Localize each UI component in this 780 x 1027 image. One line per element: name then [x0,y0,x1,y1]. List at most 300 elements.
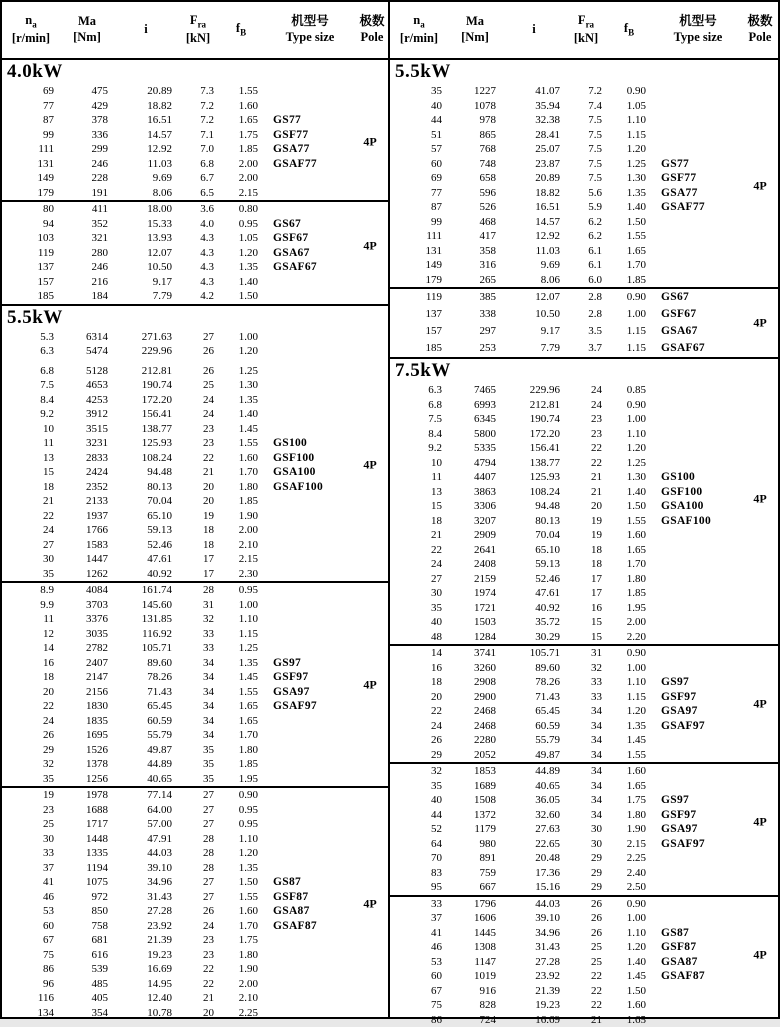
type-size-cell: GS100 [652,470,744,485]
i-cell: 11.03 [114,157,178,172]
na-cell: 10 [2,422,60,437]
fb-cell: 1.55 [606,514,652,529]
ma-cell: 2424 [60,465,114,480]
type-size-cell: GS97 [652,793,744,808]
type-size-cell [264,583,356,598]
type-size-cell: GSF67 [264,231,356,246]
fra-cell: 34 [178,670,218,685]
type-size-cell: GSF97 [652,808,744,823]
i-cell: 34.96 [502,926,566,941]
ma-cell: 246 [60,157,114,172]
table-block [2,330,388,359]
i-cell: 8.06 [502,273,566,288]
i-cell: 57.00 [114,817,178,832]
na-cell: 57 [390,142,448,157]
na-cell: 86 [2,962,60,977]
na-cell: 41 [2,875,60,890]
type-size-cell [652,601,744,616]
i-cell: 131.85 [114,612,178,627]
fra-cell: 27 [178,330,218,345]
fra-cell: 23 [178,933,218,948]
i-cell: 108.24 [502,485,566,500]
fb-cell: 0.90 [218,788,264,803]
i-cell: 22.65 [502,837,566,852]
ma-cell: 3231 [60,436,114,451]
fb-cell: 1.90 [218,509,264,524]
ma-cell: 321 [60,231,114,246]
fb-cell: 2.00 [218,523,264,538]
i-cell: 19.23 [502,998,566,1013]
na-cell: 6.8 [390,398,448,413]
ma-cell: 338 [448,306,502,323]
i-cell: 15.16 [502,880,566,895]
na-cell: 53 [2,904,60,919]
section-title: 4.0kW [2,60,388,84]
ma-cell: 6993 [448,398,502,413]
table-row [390,955,778,970]
type-size-cell [652,244,744,259]
type-size-cell: GSAF77 [264,157,356,172]
fb-cell: 1.55 [218,84,264,99]
type-size-cell [652,733,744,748]
ma-cell: 2900 [448,690,502,705]
fra-cell: 34 [566,719,606,734]
fb-cell: 1.70 [606,557,652,572]
i-cell: 105.71 [502,646,566,661]
type-size-cell [264,846,356,861]
fb-cell: 1.30 [606,171,652,186]
na-cell: 116 [2,991,60,1006]
table-row [390,1013,778,1027]
type-size-cell [652,748,744,763]
type-size-cell: GSAF97 [652,837,744,852]
type-size-cell [652,880,744,895]
table-block [2,84,388,200]
type-size-cell [264,509,356,524]
fb-cell: 2.00 [218,171,264,186]
type-size-cell: GSAF100 [264,480,356,495]
fb-cell: 2.10 [218,538,264,553]
type-size-cell [652,215,744,230]
ma-cell: 1372 [448,808,502,823]
pole-value: 4P [352,677,388,692]
i-cell: 27.28 [502,955,566,970]
fra-cell: 27 [178,875,218,890]
table-block [2,581,388,786]
type-size-cell [264,330,356,345]
ma-cell: 1445 [448,926,502,941]
fb-cell: 1.30 [606,470,652,485]
na-cell: 53 [390,955,448,970]
i-cell: 16.51 [502,200,566,215]
fra-cell: 24 [566,383,606,398]
na-cell: 37 [390,911,448,926]
i-cell: 55.79 [502,733,566,748]
header-cell-i: i [502,22,566,38]
fb-cell: 1.80 [218,743,264,758]
type-size-cell [652,615,744,630]
i-cell: 32.38 [502,113,566,128]
fb-cell: 1.70 [218,728,264,743]
na-cell: 12 [2,627,60,642]
ma-cell: 1583 [60,538,114,553]
i-cell: 18.00 [114,202,178,217]
type-size-cell: GSA87 [652,955,744,970]
type-size-cell: GSA77 [652,186,744,201]
na-cell: 185 [390,340,448,357]
na-cell: 35 [390,779,448,794]
na-cell: 29 [2,743,60,758]
fb-cell: 1.00 [606,911,652,926]
table-block [2,200,388,304]
fb-cell: 1.00 [218,598,264,613]
fra-cell: 34 [566,748,606,763]
fra-cell: 7.2 [178,113,218,128]
na-cell: 33 [390,897,448,912]
ma-cell: 1937 [60,509,114,524]
na-cell: 69 [390,171,448,186]
i-cell: 23.92 [114,919,178,934]
i-cell: 11.03 [502,244,566,259]
i-cell: 44.03 [114,846,178,861]
na-cell: 51 [390,128,448,143]
fb-cell: 1.35 [218,656,264,671]
fb-cell: 1.15 [606,690,652,705]
fra-cell: 4.0 [178,217,218,232]
type-size-cell: GSF97 [264,670,356,685]
i-cell: 271.63 [114,330,178,345]
i-cell: 116.92 [114,627,178,642]
ma-cell: 4253 [60,393,114,408]
fb-cell: 1.25 [218,641,264,656]
i-cell: 20.89 [114,84,178,99]
i-cell: 65.10 [114,509,178,524]
i-cell: 12.92 [502,229,566,244]
i-cell: 59.13 [502,557,566,572]
type-size-cell [652,851,744,866]
fb-cell: 0.90 [606,84,652,99]
fra-cell: 28 [178,832,218,847]
fb-cell: 1.80 [606,572,652,587]
fra-cell: 20 [178,480,218,495]
fra-cell: 7.5 [566,171,606,186]
type-size-cell: GSF77 [264,128,356,143]
i-cell: 52.46 [114,538,178,553]
table-row [390,926,778,941]
header-cell-fra: $F_{ra}$ [kN] [566,13,606,46]
type-size-cell: GSAF87 [652,969,744,984]
na-cell: 18 [2,480,60,495]
na-cell: 83 [390,866,448,881]
type-size-cell: GSA97 [264,685,356,700]
ma-cell: 336 [60,128,114,143]
section-title: 5.5kW [390,60,778,84]
fb-cell: 1.15 [606,340,652,357]
fb-cell: 1.35 [218,260,264,275]
table-row [2,202,388,217]
na-cell: 23 [2,803,60,818]
fb-cell: 1.10 [218,612,264,627]
table-block [2,364,388,582]
table-row [390,84,778,99]
i-cell: 44.89 [114,757,178,772]
ma-cell: 681 [60,933,114,948]
fb-cell: 1.20 [218,846,264,861]
type-size-cell [264,494,356,509]
ma-cell: 429 [60,99,114,114]
i-cell: 31.43 [502,940,566,955]
fb-cell: 1.95 [218,772,264,787]
type-size-cell [652,543,744,558]
table-row [390,229,778,244]
fra-cell: 27 [178,788,218,803]
table-row [2,583,388,598]
fb-cell: 1.20 [218,344,264,359]
type-size-cell: GSA87 [264,904,356,919]
na-cell: 11 [2,436,60,451]
header-cell-fb: $f_B$ [606,21,652,39]
ma-cell: 1256 [60,772,114,787]
na-cell: 119 [390,289,448,306]
fb-cell: 2.25 [218,1006,264,1021]
fb-cell: 1.20 [606,142,652,157]
ma-cell: 6314 [60,330,114,345]
fb-cell: 1.65 [606,1013,652,1027]
fb-cell: 1.45 [606,969,652,984]
fra-cell: 22 [566,969,606,984]
fra-cell: 21 [566,470,606,485]
fb-cell: 2.00 [218,157,264,172]
fb-cell: 1.30 [218,378,264,393]
fb-cell: 1.10 [606,427,652,442]
fra-cell: 17 [178,552,218,567]
i-cell: 44.89 [502,764,566,779]
na-cell: 99 [390,215,448,230]
fra-cell: 28 [178,846,218,861]
table-row [2,728,388,743]
table-row [390,485,778,500]
i-cell: 35.94 [502,99,566,114]
table-row [390,171,778,186]
type-size-cell [264,612,356,627]
header-cell-na: $n_a$ [r/min] [390,13,448,46]
ma-cell: 1766 [60,523,114,538]
na-cell: 40 [390,615,448,630]
i-cell: 32.60 [502,808,566,823]
table-row [2,598,388,613]
na-cell: 131 [390,244,448,259]
fb-cell: 1.40 [606,200,652,215]
fb-cell: 1.70 [218,465,264,480]
fb-cell: 2.15 [606,837,652,852]
fb-cell: 1.50 [606,984,652,999]
fb-cell: 2.15 [218,552,264,567]
fra-cell: 20 [566,499,606,514]
type-size-cell [652,984,744,999]
na-cell: 26 [390,733,448,748]
power-section [390,357,778,1027]
ma-cell: 1503 [448,615,502,630]
table-row [2,670,388,685]
fb-cell: 1.70 [606,258,652,273]
fb-cell: 1.90 [606,822,652,837]
table-row [2,685,388,700]
ma-cell: 1227 [448,84,502,99]
ma-cell: 1830 [60,699,114,714]
fb-cell: 1.60 [606,998,652,1013]
fb-cell: 1.85 [606,273,652,288]
table-row [2,991,388,1006]
fb-cell: 1.55 [218,890,264,905]
pole-value: 4P [742,178,778,193]
ma-cell: 405 [60,991,114,1006]
na-cell: 46 [390,940,448,955]
table-row [2,260,388,275]
i-cell: 77.14 [114,788,178,803]
na-cell: 157 [2,275,60,290]
i-cell: 70.04 [502,528,566,543]
i-cell: 80.13 [502,514,566,529]
ma-cell: 759 [448,866,502,881]
fb-cell: 1.45 [606,733,652,748]
table-row [2,612,388,627]
fb-cell: 1.75 [218,128,264,143]
pole-value: 4P [742,316,778,331]
type-size-cell: GS97 [652,675,744,690]
fb-cell: 1.60 [218,904,264,919]
i-cell: 40.65 [114,772,178,787]
type-size-cell [652,427,744,442]
fra-cell: 6.7 [178,171,218,186]
ma-cell: 1019 [448,969,502,984]
type-size-cell [652,273,744,288]
type-size-cell: GSAF67 [264,260,356,275]
na-cell: 24 [390,719,448,734]
na-cell: 40 [390,99,448,114]
na-cell: 9.2 [390,441,448,456]
table-row [390,719,778,734]
ma-cell: 616 [60,948,114,963]
ma-cell: 724 [448,1013,502,1027]
header-cell-pole: 极数 Pole [744,14,776,45]
type-size-cell [264,202,356,217]
table-row [390,911,778,926]
type-size-cell [652,646,744,661]
ma-cell: 1978 [60,788,114,803]
ma-cell: 1717 [60,817,114,832]
ma-cell: 3207 [448,514,502,529]
pole-value: 4P [742,815,778,830]
na-cell: 32 [390,764,448,779]
fra-cell: 5.9 [566,200,606,215]
ma-cell: 1335 [60,846,114,861]
type-size-cell [264,422,356,437]
i-cell: 12.92 [114,142,178,157]
fb-cell: 1.55 [218,685,264,700]
table-row [2,275,388,290]
i-cell: 10.78 [114,1006,178,1021]
table-row [390,557,778,572]
na-cell: 60 [390,969,448,984]
fra-cell: 33 [178,641,218,656]
fra-cell: 18 [566,543,606,558]
fra-cell: 26 [566,897,606,912]
na-cell: 5.3 [2,330,60,345]
i-cell: 27.63 [502,822,566,837]
ma-cell: 526 [448,200,502,215]
table-row [2,289,388,304]
fb-cell: 1.00 [606,661,652,676]
fb-cell: 1.40 [606,955,652,970]
ma-cell: 1526 [60,743,114,758]
power-section [390,60,778,357]
na-cell: 179 [2,186,60,201]
table-row [390,441,778,456]
ma-cell: 1796 [448,897,502,912]
fra-cell: 28 [178,583,218,598]
na-cell: 22 [2,699,60,714]
i-cell: 138.77 [502,456,566,471]
type-size-cell [652,113,744,128]
fra-cell: 3.7 [566,340,606,357]
fra-cell: 4.3 [178,275,218,290]
type-size-cell [264,861,356,876]
fb-cell: 1.00 [606,306,652,323]
i-cell: 10.50 [502,306,566,323]
fb-cell: 1.20 [606,704,652,719]
na-cell: 64 [390,837,448,852]
na-cell: 6.8 [2,364,60,379]
fb-cell: 1.85 [218,494,264,509]
na-cell: 9.9 [2,598,60,613]
i-cell: 145.60 [114,598,178,613]
type-size-cell: GSAF100 [652,514,744,529]
table-row [390,499,778,514]
na-cell: 8.4 [2,393,60,408]
i-cell: 17.36 [502,866,566,881]
fb-cell: 1.05 [606,99,652,114]
i-cell: 125.93 [114,436,178,451]
ma-cell: 3035 [60,627,114,642]
section-title: 7.5kW [390,359,778,383]
table-row [390,615,778,630]
fb-cell: 1.55 [606,748,652,763]
fb-cell: 1.00 [606,412,652,427]
table-row [2,757,388,772]
type-size-cell [264,378,356,393]
table-row [390,704,778,719]
ma-cell: 1078 [448,99,502,114]
ma-cell: 2782 [60,641,114,656]
ma-cell: 1075 [60,875,114,890]
fra-cell: 34 [566,779,606,794]
fra-cell: 24 [178,919,218,934]
type-size-cell [652,99,744,114]
fra-cell: 17 [566,572,606,587]
ma-cell: 768 [448,142,502,157]
fra-cell: 6.5 [178,186,218,201]
section-title: 5.5kW [2,306,388,330]
ma-cell: 2407 [60,656,114,671]
ma-cell: 5474 [60,344,114,359]
i-cell: 78.26 [502,675,566,690]
type-size-cell [264,948,356,963]
fb-cell: 1.35 [606,186,652,201]
type-size-cell [264,364,356,379]
fra-cell: 23 [178,436,218,451]
type-size-cell: GS67 [264,217,356,232]
ma-cell: 216 [60,275,114,290]
